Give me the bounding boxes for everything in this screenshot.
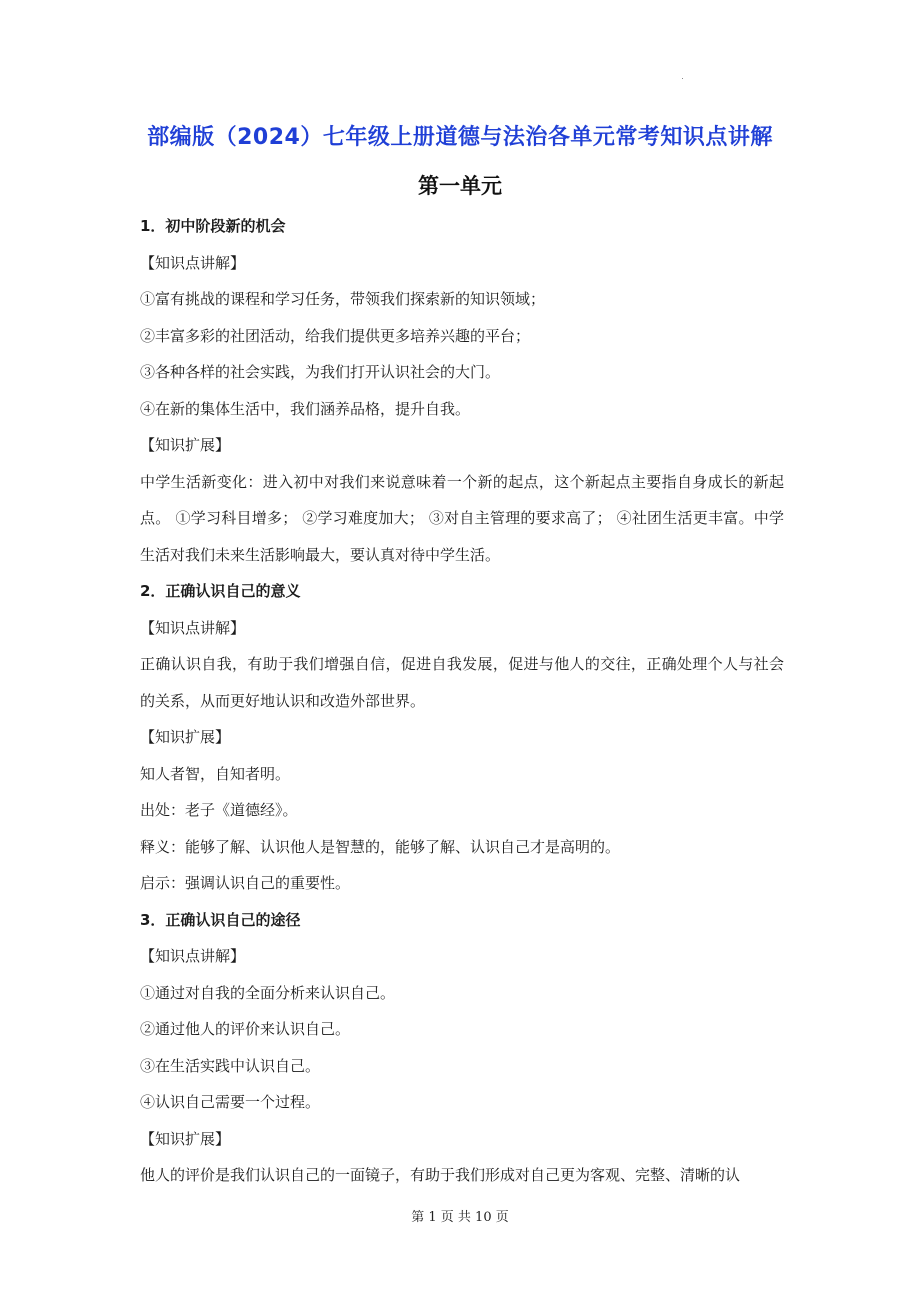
document-body: [140, 208, 784, 1194]
list-item: ①富有挑战的课程和学习任务，带领我们探索新的知识领域；: [140, 290, 546, 308]
scan-dot: [682, 78, 683, 79]
section-3: [140, 902, 784, 1194]
unit-title: 第一单元: [418, 174, 502, 198]
knowledge-extension-label: 【知识扩展】: [140, 436, 231, 454]
knowledge-explanation-label: 【知识点讲解】: [140, 618, 246, 637]
section-2: [140, 573, 784, 902]
list-item: ③各种各样的社会实践，为我们打开认识社会的大门。: [140, 363, 501, 381]
paragraph: 中学生活新变化：进入初中对我们来说意味着一个新的起点，这个新起点主要指自身成长的新起点。 ①学习科目增多； ②学习难度加大； ③对自主管理的要求高了； ④社团生活更丰富。中学生活对我们未来生活影响最大，要认真对待中学生活。: [140, 472, 784, 564]
paragraph: 正确认识自我，有助于我们增强自信，促进自我发展，促进与他人的交往，正确处理个人与社会的关系，从而更好地认识和改造外部世界。: [140, 655, 784, 710]
list-item: ③在生活实践中认识自己。: [140, 1056, 321, 1075]
list-item: ④在新的集体生活中，我们涵养品格，提升自我。: [140, 399, 471, 418]
section-heading: 3．正确认识自己的途径: [140, 910, 301, 929]
knowledge-explanation-label: 【知识点讲解】: [140, 947, 246, 965]
list-item: ②通过他人的评价来认识自己。: [140, 1020, 351, 1038]
list-item: ②丰富多彩的社团活动，给我们提供更多培养兴趣的平台；: [140, 326, 531, 345]
knowledge-extension-label: 【知识扩展】: [140, 1129, 231, 1148]
list-item: ①通过对自我的全面分析来认识自己。: [140, 983, 396, 1002]
document-title: 部编版（2024）七年级上册道德与法治各单元常考知识点讲解: [147, 125, 773, 150]
knowledge-extension-label: 【知识扩展】: [140, 728, 231, 746]
page-footer: 第 1 页 共 10 页: [411, 1210, 509, 1225]
text-line: 出处：老子《道德经》。: [140, 801, 298, 819]
knowledge-explanation-label: 【知识点讲解】: [140, 253, 246, 272]
section-heading: 1．初中阶段新的机会: [140, 217, 286, 235]
section-heading: 2．正确认识自己的意义: [140, 582, 301, 600]
text-line: 启示：强调认识自己的重要性。: [140, 874, 351, 892]
list-item: ④认识自己需要一个过程。: [140, 1093, 321, 1111]
text-line: 释义：能够了解、认识他人是智慧的，能够了解、认识自己才是高明的。: [140, 837, 621, 856]
section-1: [140, 208, 784, 573]
text-line: 知人者智，自知者明。: [140, 764, 291, 783]
text-line: 他人的评价是我们认识自己的一面镜子，有助于我们形成对自己更为客观、完整、清晰的认: [140, 1166, 741, 1184]
